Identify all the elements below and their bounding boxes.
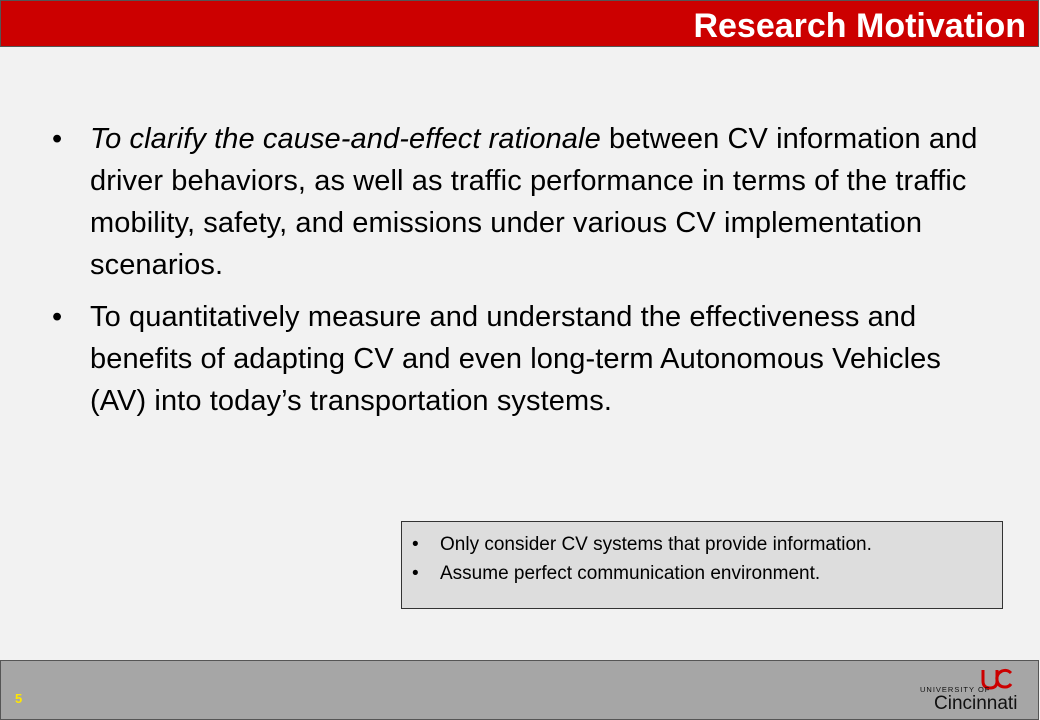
- slide-title: Research Motivation: [693, 7, 1026, 45]
- note-item-1-text: Only consider CV systems that provide information.: [440, 534, 872, 555]
- university-logo: [920, 667, 1030, 715]
- logo-name: Cincinnati: [934, 693, 1018, 714]
- bullet-list: [50, 118, 980, 432]
- bullet-1-text: between CV information and driver behaviors, as well as traffic performance in terms of the traffic mobility, safety, and emissions under various CV implementation scenarios.: [90, 123, 978, 281]
- bullet-icon: •: [412, 534, 419, 555]
- bullet-icon: •: [52, 301, 63, 333]
- page-number: 5: [15, 691, 23, 706]
- footer-bar: [0, 660, 1039, 720]
- note-item-2-text: Assume perfect communication environment.: [440, 563, 821, 584]
- note-item-1: [412, 530, 992, 559]
- bullet-item-2: [50, 296, 980, 422]
- bullet-icon: •: [52, 123, 63, 155]
- note-item-2: [412, 559, 992, 588]
- bullet-1-italic-text: To clarify the cause-and-effect rationale: [90, 123, 601, 155]
- note-box: [401, 521, 1003, 609]
- title-bar: [0, 0, 1039, 47]
- logo-university-label: UNIVERSITY OF: [920, 685, 991, 694]
- bullet-item-1: [50, 118, 980, 286]
- bullet-icon: •: [412, 563, 419, 584]
- bullet-2-text: To quantitatively measure and understand the effectiveness and benefits of adapting CV and even long-term Autonomous Vehicles (AV) into today’s transportation systems.: [90, 301, 941, 417]
